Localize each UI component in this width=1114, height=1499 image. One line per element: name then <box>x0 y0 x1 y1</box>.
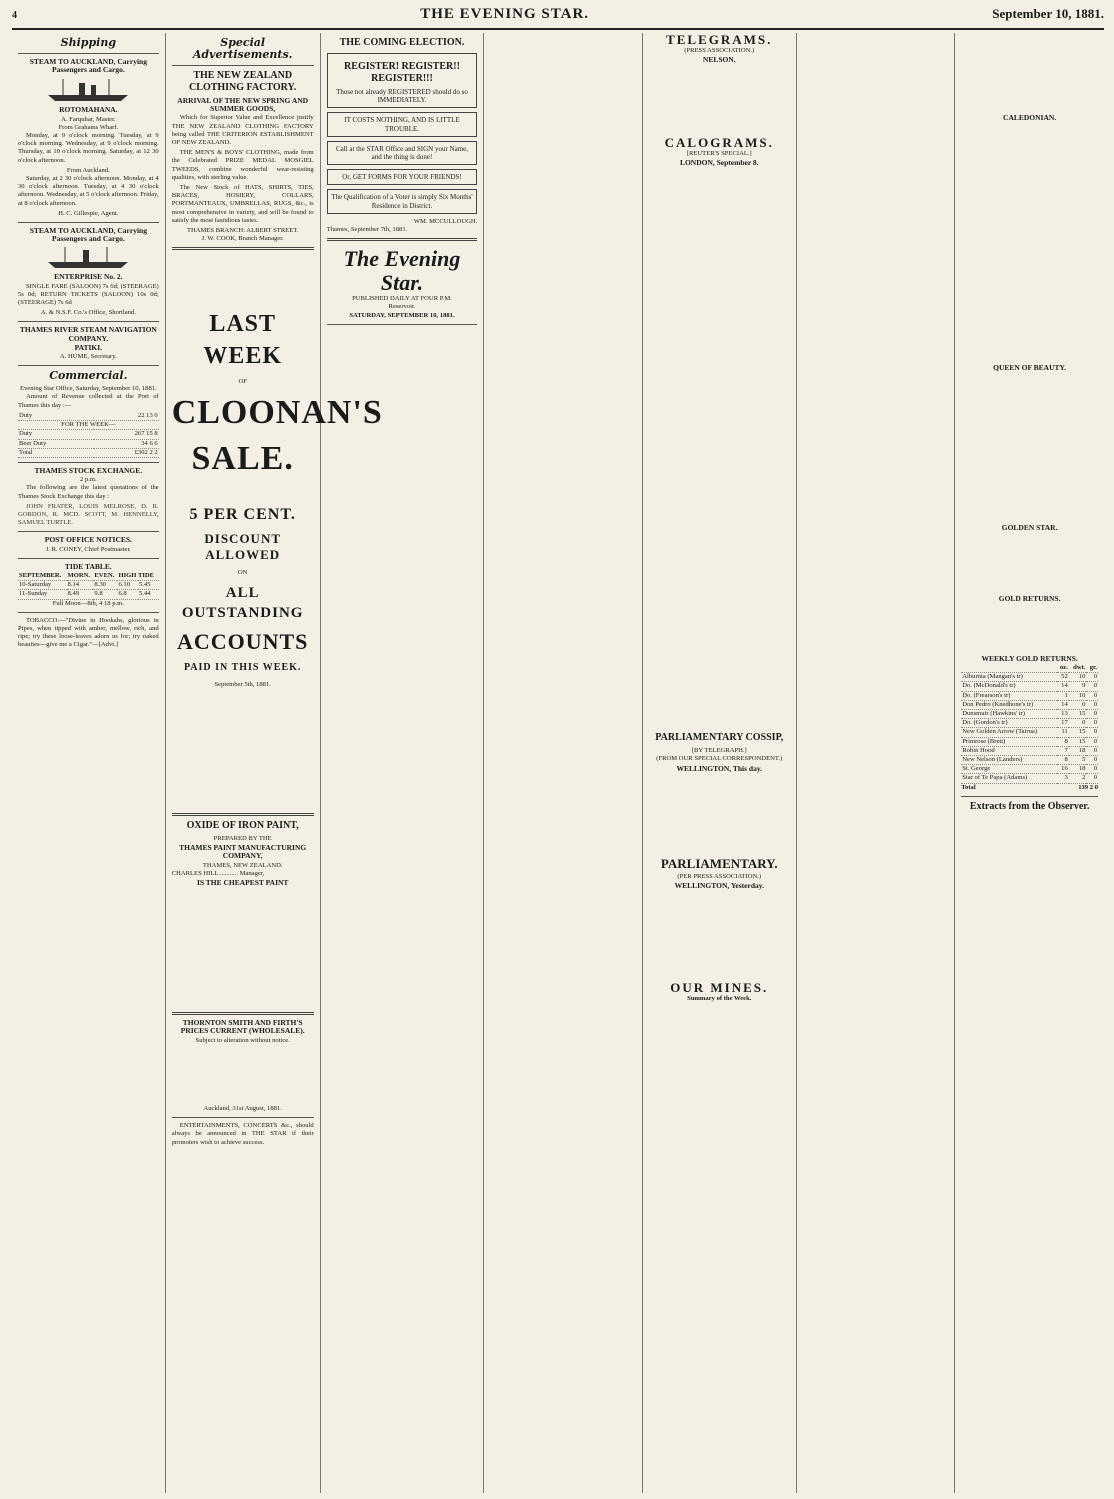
steamship-icon <box>43 246 133 270</box>
table-row: Beer Duty 34 6 6 <box>19 439 158 447</box>
thames-branch: THAMES BRANCH: ALBERT STREET. <box>186 227 299 235</box>
from-grahams: From Grahams Wharf. <box>58 123 119 131</box>
on-label: ON <box>237 568 248 576</box>
paint-place: THAMES, NEW ZEALAND. <box>202 861 283 869</box>
nz-clothing-heading: THE NEW ZEALAND CLOTHING FACTORY. <box>189 70 297 93</box>
parliamentary-gossip-heading: PARLIAMENTARY COSSIP, <box>655 732 784 744</box>
discount-allowed: DISCOUNT ALLOWED <box>204 530 281 562</box>
table-row: Primrose (Brett) 8 15 0 <box>962 737 1097 745</box>
commercial-heading: Commercial. <box>49 369 128 383</box>
our-mines-heading: OUR MINES. <box>670 980 769 996</box>
shipping-heading: Shipping <box>60 36 117 49</box>
stock-brokers: JOHN FRATER, LOUIS MELROSE, D. R. GORDON, R. MCD. SCOTT, M. HENNELLY, SAMUEL TURTLE. <box>18 502 159 527</box>
thornton-heading: THORNTON SMITH AND FIRTH'S PRICES CURRENT (WHOLESALE). <box>180 1018 305 1036</box>
reservoir-label: Reservoir. <box>388 303 416 311</box>
observer-heading: Extracts from the Observer. <box>969 800 1090 812</box>
column-6-news <box>797 33 956 1493</box>
column-3-editorial <box>321 33 485 1493</box>
from-auckland: From Auckland. <box>66 166 110 174</box>
prepared-by: PREPARED BY THE <box>213 835 272 843</box>
of-label: OF <box>238 378 247 386</box>
customs-table <box>18 412 159 458</box>
special-ads-heading: Special Advertisements. <box>192 36 293 61</box>
gold-returns-heading: GOLD RETURNS. <box>998 593 1061 603</box>
golden-star-heading: GOLDEN STAR. <box>1001 523 1058 533</box>
table-row: Alburnia (Mangan's tr) 52 10 0 <box>962 673 1097 681</box>
summary-of-week: Summary of the Week. <box>687 995 752 1003</box>
caledonian-heading: CALEDONIAN. <box>1003 113 1057 122</box>
thames-date: Thames, September 7th, 1881. <box>326 226 408 234</box>
column-1-shipping <box>12 33 166 1493</box>
column-4-news <box>484 33 643 1493</box>
call-at-office-box: Call at the STAR Office and SIGN your Name, and the thing is done! <box>327 141 478 165</box>
cheapest-paint: IS THE CHEAPEST PAINT <box>196 878 289 888</box>
commercial-dateline: Evening Star Office, Saturday, September 10, 1881. <box>19 385 157 393</box>
column-7-mines <box>955 33 1104 1493</box>
register-title: REGISTER! REGISTER!! REGISTER!!! <box>344 61 460 84</box>
weekly-total: Total 139 2 0 <box>961 783 1098 791</box>
sailings-from-thames: Monday, at 9 o'clock morning. Tuesday, at 9 o'clock morning. Wednesday, at 9 o'clock morning. Thursday, at 10 o'clock morning. Saturday, at 12 30 o'clock afternoon. <box>18 132 159 164</box>
table-row: New Golden Arrow (Tairua) 11 15 0 <box>962 728 1097 736</box>
columns <box>12 33 1104 1493</box>
paint-manager: CHARLES HILL ........... Manager, <box>171 869 265 877</box>
not-registered: Those not already REGISTERED should do so IMMEDIATELY. <box>336 88 468 105</box>
calograms-heading: CALOGRAMS. <box>664 134 774 150</box>
table-row: Robin Hood 7 18 0 <box>962 746 1097 754</box>
weekly-gold-heading: WEEKLY GOLD RETURNS. <box>981 653 1078 663</box>
thames-river-heading: THAMES RIVER STEAM NAVIGATION COMPANY. <box>19 325 157 343</box>
get-forms-box: Or, GET FORMS FOR YOUR FRIENDS! <box>327 169 478 185</box>
steam-to-auckland-2: STEAM TO AUCKLAND, Carrying Passengers and Cargo. <box>29 226 147 244</box>
column-5-telegrams <box>643 33 797 1493</box>
agent-gillespie: H. C. Gillespie, Agent. <box>58 209 119 217</box>
table-row: 10-Saturday 8.14 8.30 6.10 5.45 <box>18 581 159 590</box>
stock-exchange-heading: THAMES STOCK EXCHANGE. <box>34 465 143 475</box>
ship-name-enterprise: ENTERPRISE No. 2. <box>54 272 123 282</box>
full-moon: Full Moon—8th, 4 18 p.m. <box>52 599 124 607</box>
five-per-cent: 5 PER CENT. <box>189 505 296 523</box>
stock-time: 2 p.m. <box>80 476 97 484</box>
table-row: Duty 22 13 0 <box>19 411 158 419</box>
thames-paint-co: THAMES PAINT MANUFACTURING COMPANY, <box>179 843 307 861</box>
issue-dateline: SATURDAY, SEPTEMBER 10, 1881. <box>349 311 455 319</box>
post-office-heading: POST OFFICE NOTICES. <box>44 535 132 545</box>
entertainments-ad: ENTERTAINMENTS, CONCERTS &c., should always be announced in THE STAR if their promoters wish to achieve success. <box>171 1122 314 1146</box>
table-row: Do. (Frearson's tr) 1 10 0 <box>962 691 1097 699</box>
subject-to-alteration: Subject to alteration without notice. <box>195 1036 290 1044</box>
costs-nothing-box: IT COSTS NOTHING, AND IS LITTLE TROUBLE. <box>327 112 478 136</box>
published-daily: PUBLISHED DAILY AT FOUR P.M. <box>352 295 452 303</box>
per-press-association: (PER PRESS ASSOCIATION.) <box>677 872 762 880</box>
wellington-dateline: WELLINGTON, This day. <box>676 763 763 773</box>
table-row: FOR THE WEEK— <box>18 421 159 430</box>
postmaster: J. R. CONEY, Chief Postmaster. <box>45 545 131 553</box>
last-week-title: LAST WEEK <box>203 311 283 370</box>
table-row: St. George 16 18 0 <box>962 765 1097 773</box>
table-row: Don Pedro (Knedhone's tr) 14 0 0 <box>962 700 1097 708</box>
wellington-yesterday: WELLINGTON, Yesterday. <box>674 881 764 891</box>
agent-anssf: A. & N.S.F. Co.'s Office, Shortland. <box>40 309 136 317</box>
register-box <box>327 53 478 108</box>
customs-intro: Amount of Revenue collected at the Port of Thames this day :— <box>18 393 159 409</box>
telegrams-heading: TELEGRAMS. <box>666 32 773 47</box>
tide-table-heading: TIDE TABLE. <box>64 561 112 571</box>
by-telegraph: [BY TELEGRAPH.] <box>691 747 747 755</box>
paper-masthead: The Evening Star. <box>343 246 461 296</box>
ship-name-rotomahana: ROTOMAHANA. <box>59 105 118 115</box>
issue-date: September 10, 1881. <box>992 6 1104 21</box>
page-number: 4 <box>12 10 17 21</box>
stock-intro: The following are the latest quotations of the Thames Stock Exchange this day : <box>18 484 159 500</box>
table-row: 11-Sunday 8.49 9.8 6.8 5.44 <box>18 590 159 599</box>
sale-title: SALE. <box>191 439 294 477</box>
agent-hume: A. HUME, Secretary. <box>59 353 117 361</box>
steamship-icon <box>43 77 133 103</box>
cloonans-title: CLOONAN'S <box>171 393 383 431</box>
coming-election-heading: THE COMING ELECTION. <box>339 37 465 48</box>
fares-table: SINGLE FARE (SALOON) 7s 6d; (STEERAGE) 5s 0d; RETURN TICKETS (SALOON) 10s 0d; (STEERAGE) 7s 6d <box>18 282 159 307</box>
branch-manager: J. W. COOK, Branch Manager. <box>201 235 284 243</box>
qualification-box: The Qualification of a Voter is simply Six Months' Residence in District. <box>327 189 478 213</box>
cloonan-date: September 5th, 1881. <box>214 680 271 688</box>
london-dateline: LONDON, September 8. <box>679 158 759 168</box>
paper-name: THE EVENING STAR. <box>420 6 590 22</box>
table-row: oz. dwt. gr. <box>961 664 1098 673</box>
accounts-title: ACCOUNTS <box>176 628 309 654</box>
new-stock: The New Stock of HATS, SHIRTS, TIES, BRACES, HOSIERY, COLLARS, PORTMANTEAUX, UMBRELLAS, RUGS, &c., is most comprehensive in variety, and will be found to satisfy the most fastidious tastes. <box>171 184 314 224</box>
own-correspondent: (FROM OUR SPECIAL CORRESPONDENT.) <box>656 755 783 763</box>
table-row: Do. (McDonald's tr) 14 9 0 <box>962 682 1097 690</box>
mcculloch-signature: WM. MCCULLOUGH. <box>413 217 478 225</box>
parliamentary-heading: PARLIAMENTARY. <box>660 855 778 871</box>
table-row: Dunsmuir (Hawkins' tr) 13 15 0 <box>962 710 1097 718</box>
auckland-date: Auckland, 31st August, 1881. <box>203 1104 282 1112</box>
queen-of-beauty-heading: QUEEN OF BEAUTY. <box>993 363 1067 373</box>
all-outstanding: ALL OUTSTANDING <box>181 584 304 621</box>
table-row: Star of Te Papa (Adams) 3 2 0 <box>962 774 1097 782</box>
table-row: Total £302 2 2 <box>19 448 158 456</box>
table-row: Duty 267 15 8 <box>19 430 158 438</box>
tide-table <box>18 572 159 600</box>
steam-to-auckland-1: STEAM TO AUCKLAND, Carrying Passengers and Cargo. <box>29 57 147 75</box>
page-masthead <box>12 6 1104 30</box>
nelson-dateline: NELSON. <box>702 55 736 65</box>
table-row: Do. (Gordon's tr) 17 0 0 <box>962 719 1097 727</box>
reuters-special: [REUTER'S SPECIAL.] <box>686 149 752 157</box>
paid-this-week: PAID IN THIS WEEK. <box>183 661 302 673</box>
table-row: New Nelson (Landers) 8 5 0 <box>962 756 1097 764</box>
mens-boys-clothing: THE MEN'S & BOYS' CLOTHING, made from the Celebrated PRIZE MEDAL MOSGIEL TWEEDS, combine wonderful wear-resisting qualities, with sterling value. <box>171 149 314 181</box>
ship-name-patiki: PATIKI. <box>74 342 103 352</box>
master-name: A. Farquhar, Master. <box>61 115 116 123</box>
tobacco-ad: TOBACCO.—"Divine in Hookahs, glorious in Pipes, when tipped with amber, mellow, rich, and ripe; try these loose-leaves adorn us for; try naked beauties—give me a Cigar."—[Advt.] <box>18 616 159 649</box>
sailings-from-auckland: Saturday, at 2 30 o'clock afternoon. Monday, at 4 30 o'clock afternoon. Tuesday, at 4 30 o'clock afternoon. Wednesday, at 5 o'clock afternoon. Friday, at 8 o'clock afternoon. <box>18 175 159 207</box>
arrival-heading: ARRIVAL OF THE NEW SPRING AND SUMMER GOODS, <box>177 96 309 114</box>
oxide-paint-heading: OXIDE OF IRON PAINT, <box>186 820 299 832</box>
table-row: SEPTEMBER. MORN. EVEN. HIGH TIDE <box>18 572 159 581</box>
weekly-gold-table <box>961 664 1098 784</box>
press-association: (PRESS ASSOCIATION.) <box>684 47 755 55</box>
arrival-body: Which for Superior Value and Excellence justify THE NEW ZEALAND CLOTHING FACTORY being called THE CRITERION ESTABLISHMENT OF NEW ZEALAND. <box>171 114 314 147</box>
